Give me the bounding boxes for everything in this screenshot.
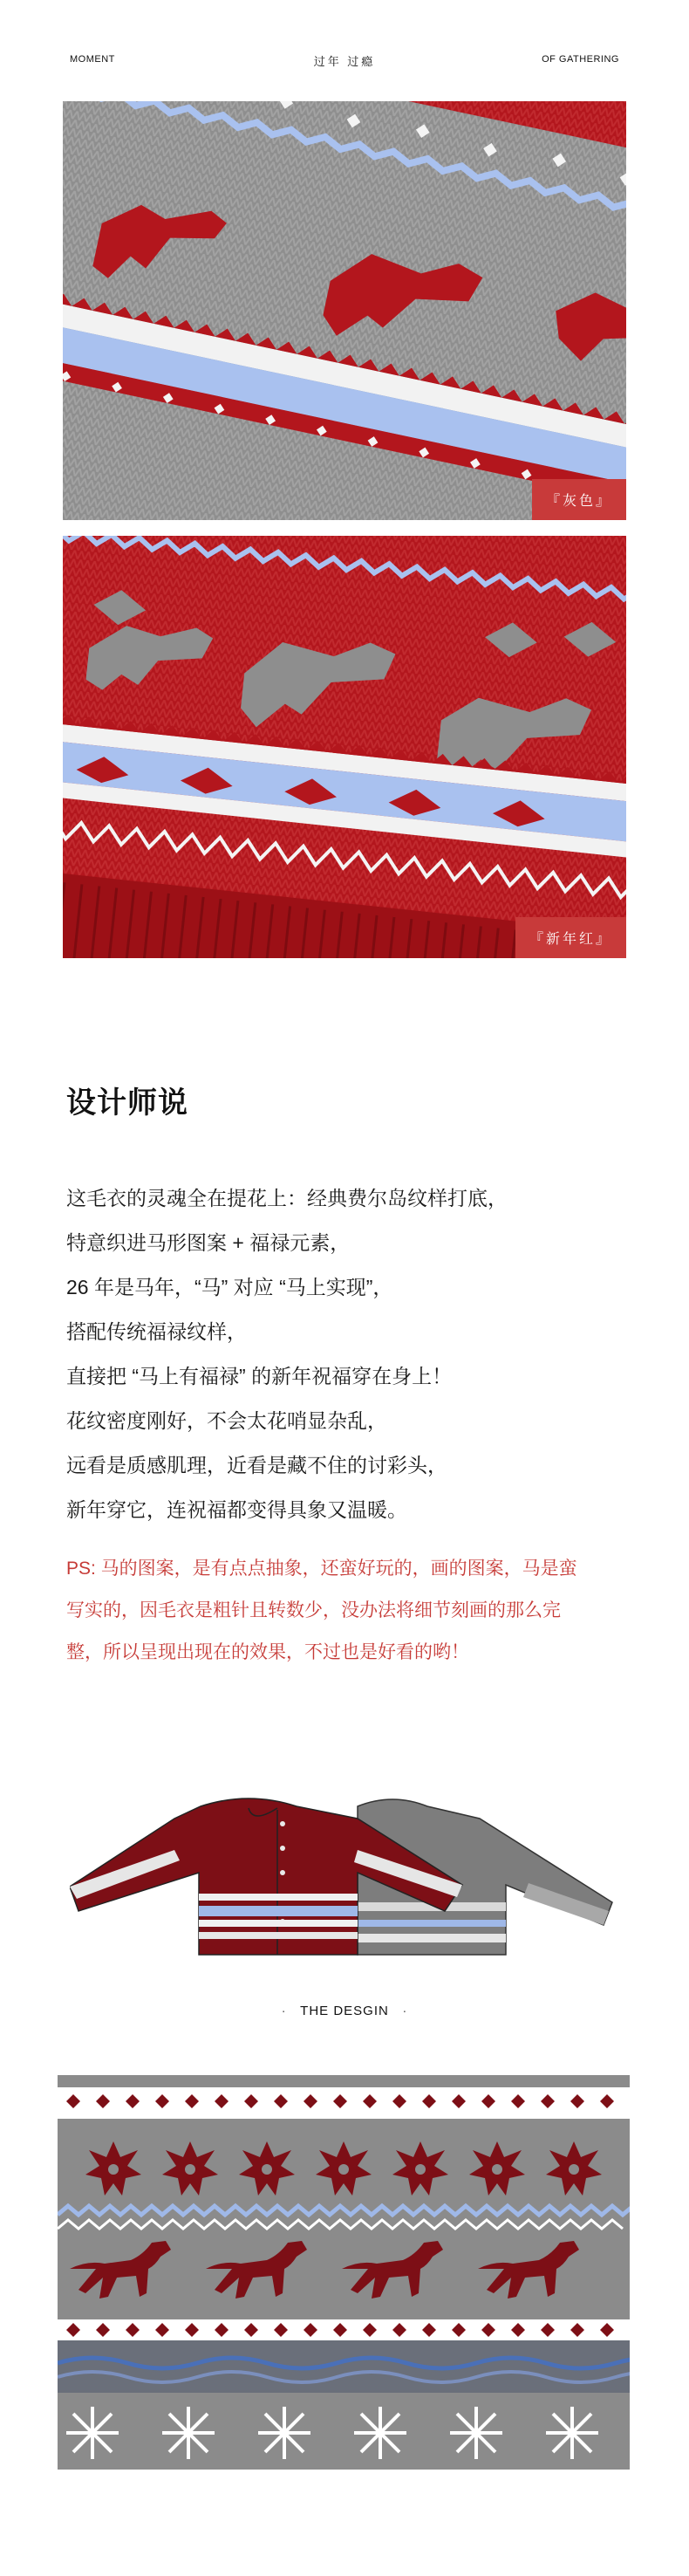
designer-paragraph	[66, 1176, 642, 1532]
caption-dot-right: ·	[402, 2004, 408, 2018]
design-caption	[0, 2004, 689, 2018]
header-left-text: MOMENT	[70, 54, 115, 65]
red-sweater-photo	[63, 536, 626, 958]
top-header	[0, 51, 689, 70]
gray-sweater-photo	[63, 101, 626, 520]
ps-note	[66, 1548, 633, 1674]
paragraph-line: 直接把 “马上有福禄” 的新年祝福穿在身上！	[66, 1365, 453, 1387]
paragraph-line: 这毛衣的灵魂全在提花上：经典费尔岛纹样打底，	[66, 1187, 508, 1209]
color-tag-red: 『新年红』	[515, 917, 626, 958]
ps-line: 写实的，因毛衣是粗针且转数少，没办法将细节刻画的那么完	[66, 1600, 561, 1620]
paragraph-line: 26 年是马年，“马” 对应 “马上实现”，	[66, 1276, 393, 1298]
cardigan-illustration	[70, 1789, 619, 1963]
caption-dot-left: ·	[281, 2004, 287, 2018]
header-title: 过年 过瘾	[313, 55, 376, 68]
paragraph-line: 特意织进马形图案 + 福禄元素，	[66, 1231, 351, 1254]
paragraph-line: 新年穿它，连祝福都变得具象又温暖。	[66, 1498, 407, 1521]
ps-line: PS: 马的图案，是有点点抽象，还蛮好玩的，画的图案，马是蛮	[66, 1559, 577, 1579]
caption-text: THE DESGIN	[300, 2004, 389, 2018]
color-tag-gray: 『灰色』	[532, 479, 626, 520]
header-right-text: OF GATHERING	[542, 54, 619, 65]
paragraph-line: 花纹密度刚好，不会太花哨显杂乱，	[66, 1409, 387, 1432]
paragraph-line: 远看是质感肌理，近看是藏不住的讨彩头，	[66, 1454, 447, 1476]
section-title: 设计师说	[66, 1086, 188, 1120]
paragraph-line: 搭配传统福禄纹样，	[66, 1320, 247, 1343]
ps-line: 整，所以呈现出现在的效果，不过也是好看的哟！	[66, 1642, 469, 1662]
jacquard-design-pattern	[58, 2075, 630, 2470]
